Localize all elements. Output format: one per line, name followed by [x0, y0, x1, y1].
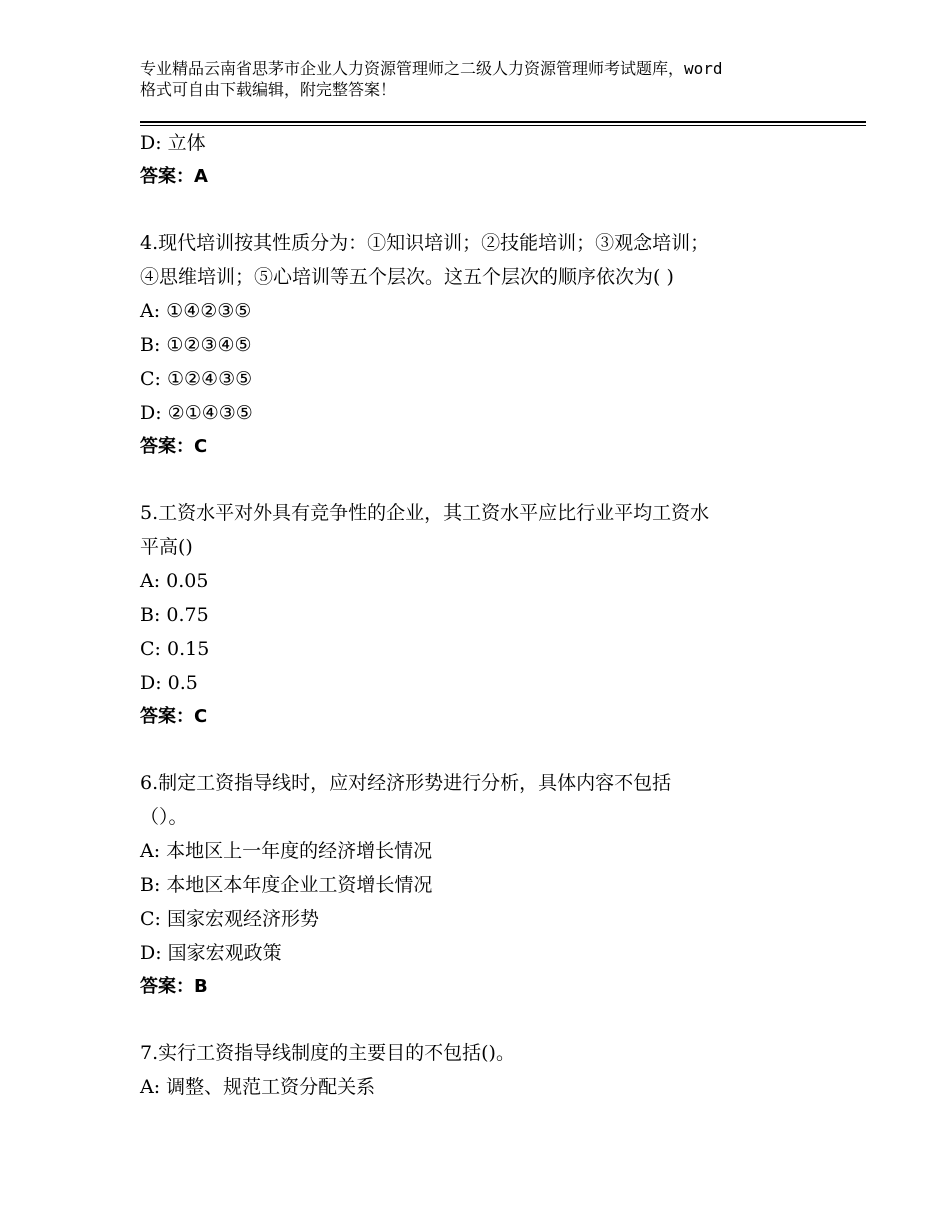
q3-option-d: D: 立体	[140, 132, 206, 154]
spacer	[140, 464, 820, 496]
q6-option-d: D: 国家宏观政策	[140, 942, 282, 964]
q5-stem-line-1: 5.工资水平对外具有竞争性的企业，其工资水平应比行业平均工资水	[140, 502, 710, 524]
header-rule-thick	[140, 121, 866, 123]
q7-option-a: A: 调整、规范工资分配关系	[140, 1076, 376, 1098]
q4-stem-line-1: 4.现代培训按其性质分为：①知识培训；②技能培训；③观念培训；	[140, 232, 710, 254]
q5-option-c: C: 0.15	[140, 638, 210, 660]
q4-option-c: C: ①②④③⑤	[140, 368, 253, 390]
q4-option-b: B: ①②③④⑤	[140, 334, 252, 356]
header-line-2: 格式可自由下载编辑，附完整答案！	[140, 80, 397, 99]
q4-stem	[140, 226, 800, 294]
q6-option-c: C: 国家宏观经济形势	[140, 908, 319, 930]
q6-stem	[140, 766, 800, 834]
q7-stem-line-1: 7.实行工资指导线制度的主要目的不包括()。	[140, 1042, 515, 1064]
spacer	[140, 1004, 820, 1036]
q5-stem	[140, 496, 800, 564]
q6-stem-line-2: （）。	[140, 806, 188, 828]
q4-answer: 答案：C	[140, 436, 208, 457]
header-line-1: 专业精品云南省思茅市企业人力资源管理师之二级人力资源管理师考试题库，word	[140, 59, 723, 78]
spacer	[140, 734, 820, 766]
question-6	[140, 766, 820, 1004]
q4-option-a: A: ①④②③⑤	[140, 300, 252, 322]
question-3-tail	[140, 126, 820, 194]
q4-option-d: D: ②①④③⑤	[140, 402, 253, 424]
q5-answer: 答案：C	[140, 706, 208, 727]
question-7	[140, 1036, 820, 1104]
question-5	[140, 496, 820, 734]
q5-stem-line-2: 平高()	[140, 536, 193, 558]
question-4	[140, 226, 820, 464]
q7-stem	[140, 1036, 800, 1070]
q6-answer: 答案：B	[140, 976, 208, 997]
q3-answer: 答案：A	[140, 166, 208, 187]
document-header	[140, 58, 840, 100]
spacer	[140, 194, 820, 226]
q6-stem-line-1: 6.制定工资指导线时，应对经济形势进行分析，具体内容不包括	[140, 772, 672, 794]
q6-option-b: B: 本地区本年度企业工资增长情况	[140, 874, 433, 896]
q4-stem-line-2: ④思维培训；⑤心培训等五个层次。这五个层次的顺序依次为( )	[140, 266, 674, 288]
q5-option-b: B: 0.75	[140, 604, 209, 626]
q6-option-a: A: 本地区上一年度的经济增长情况	[140, 840, 433, 862]
q5-option-d: D: 0.5	[140, 672, 198, 694]
q5-option-a: A: 0.05	[140, 570, 209, 592]
question-list	[140, 126, 820, 1104]
